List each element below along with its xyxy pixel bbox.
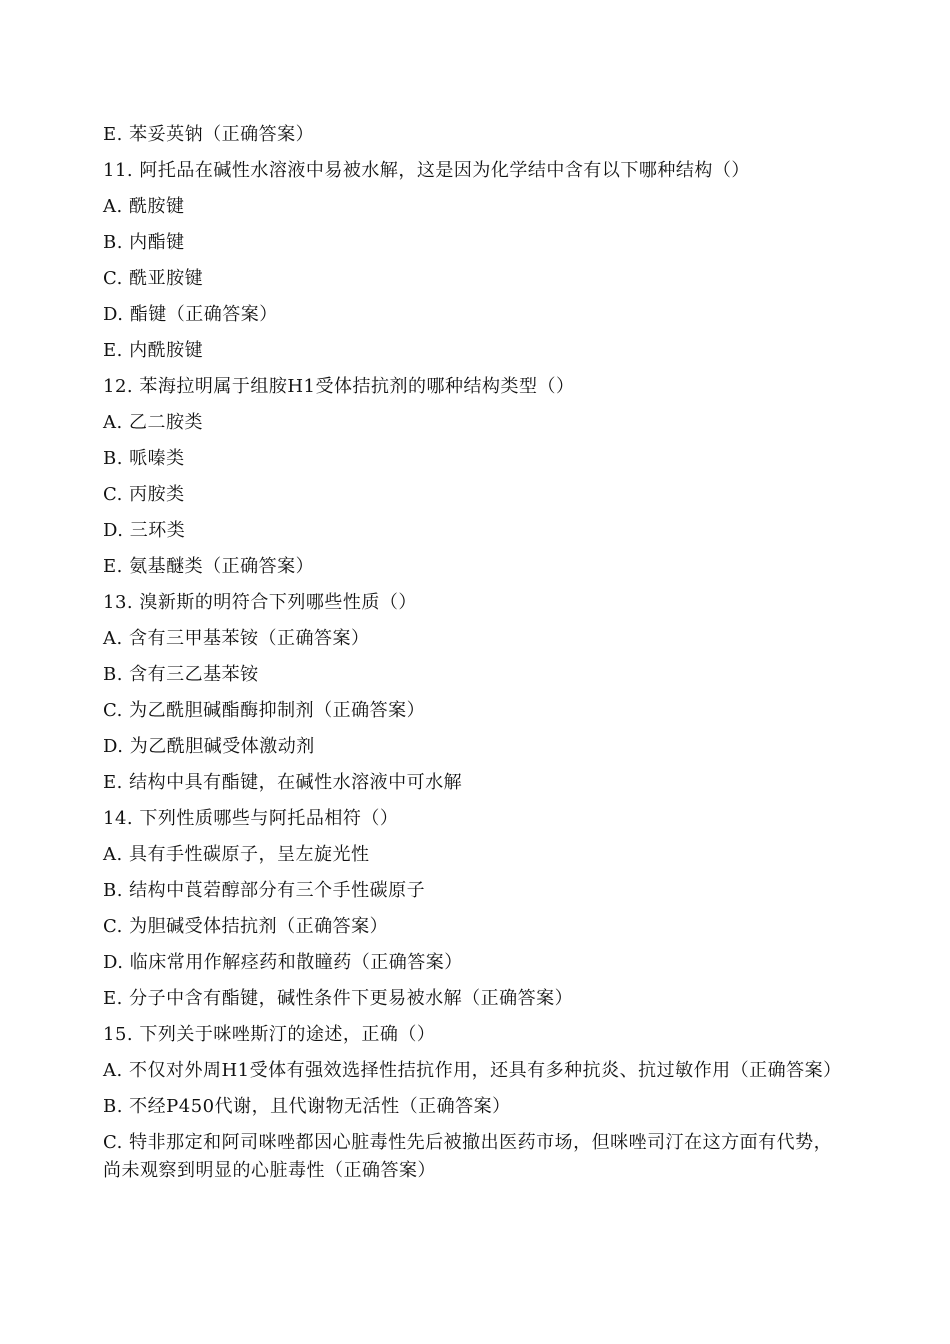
option-d-q12: D. 三环类 xyxy=(103,520,186,541)
option-d-q14: D. 临床常用作解痉药和散瞳药（正确答案） xyxy=(103,952,463,973)
option-b-q13: B. 含有三乙基苯铵 xyxy=(103,664,259,685)
question-12: 12. 苯海拉明属于组胺H1受体拮抗剂的哪种结构类型（） xyxy=(103,376,575,397)
question-14: 14. 下列性质哪些与阿托品相符（） xyxy=(103,808,399,829)
option-a-q13: A. 含有三甲基苯铵（正确答案） xyxy=(103,628,370,649)
option-c-q12: C. 丙胺类 xyxy=(103,484,185,505)
option-d-q11: D. 酯键（正确答案） xyxy=(103,304,278,325)
option-b-q15: B. 不经P450代谢，且代谢物无活性（正确答案） xyxy=(103,1096,511,1117)
option-d-q13: D. 为乙酰胆碱受体激动剂 xyxy=(103,736,315,757)
option-e-q12: E. 氨基醚类（正确答案） xyxy=(103,556,315,577)
option-e-q14: E. 分子中含有酯键，碱性条件下更易被水解（正确答案） xyxy=(103,988,574,1009)
question-11: 11. 阿托品在碱性水溶液中易被水解，这是因为化学结中含有以下哪种结构（） xyxy=(103,160,750,181)
option-e-q13: E. 结构中具有酯键，在碱性水溶液中可水解 xyxy=(103,772,463,793)
option-b-q14: B. 结构中莨菪醇部分有三个手性碳原子 xyxy=(103,880,426,901)
option-a-q14: A. 具有手性碳原子，呈左旋光性 xyxy=(103,844,370,865)
option-c-q13: C. 为乙酰胆碱酯酶抑制剂（正确答案） xyxy=(103,700,426,721)
option-a-q12: A. 乙二胺类 xyxy=(103,412,203,433)
question-15: 15. 下列关于咪唑斯汀的途述，正确（） xyxy=(103,1024,436,1045)
option-c-q11: C. 酰亚胺键 xyxy=(103,268,204,289)
option-a-q15: A. 不仅对外周H1受体有强效选择性拮抗作用，还具有多种抗炎、抗过敏作用（正确答案） xyxy=(103,1060,842,1081)
question-13: 13. 溴新斯的明符合下列哪些性质（） xyxy=(103,592,417,613)
option-b-q11: B. 内酯键 xyxy=(103,232,185,253)
option-e-q11: E. 内酰胺键 xyxy=(103,340,204,361)
option-e-q10: E. 苯妥英钠（正确答案） xyxy=(103,124,315,145)
option-c-q15: C. 特非那定和阿司咪唑都因心脏毒性先后被撤出医药市场，但咪唑司汀在这方面有代势，尚未观察到明显的心脏毒性（正确答案） xyxy=(103,1132,833,1181)
option-c-q14: C. 为胆碱受体拮抗剂（正确答案） xyxy=(103,916,389,937)
option-b-q12: B. 哌嗪类 xyxy=(103,448,185,469)
option-a-q11: A. 酰胺键 xyxy=(103,196,185,217)
document-body xyxy=(103,117,843,1189)
